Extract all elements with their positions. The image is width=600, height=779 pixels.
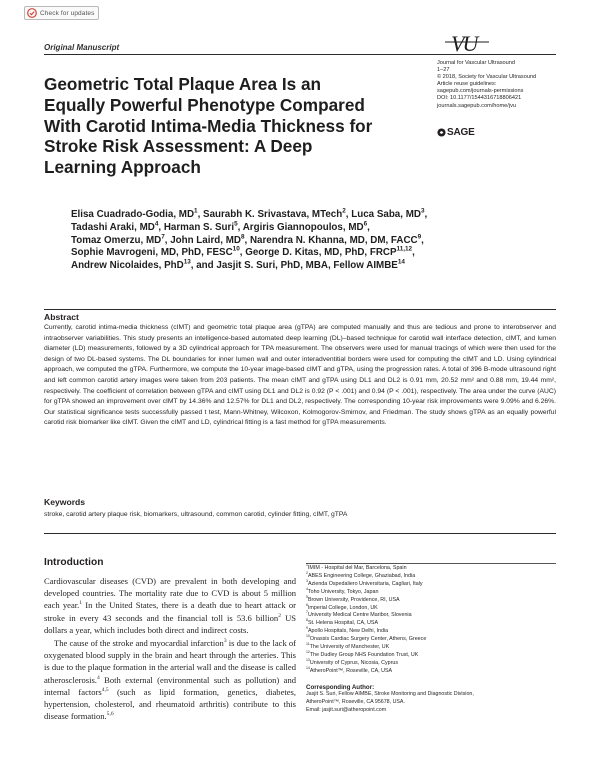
journal-name: Journal for Vascular Ultrasound: [437, 60, 515, 66]
affiliation-number: 9: [306, 626, 308, 631]
sage-logo-icon: [437, 128, 446, 137]
author-name: and Jasjit S. Suri, PhD, MBA, Fellow AIMBE: [196, 260, 398, 272]
author-name: Sophie Mavrogeni, MD, PhD, FESC: [71, 247, 233, 259]
affiliation-text: Onassis Cardiac Surgery Center, Athens, Greece: [309, 636, 427, 643]
affiliation-text: University of Cyprus, Nicosia, Cyprus: [309, 659, 399, 666]
reuse-guidelines-label: Article reuse guidelines:: [437, 81, 497, 88]
affiliation-number: 6: [306, 602, 308, 607]
affiliation-number: 4: [306, 586, 308, 591]
affiliation-number: 12: [306, 650, 310, 655]
article-title: Geometric Total Plaque Area Is an Equally Powerful Phenotype Compared With Carotid Intima-Media Thickness for Stroke Risk Assessment: A Deep Learning Approach: [44, 74, 373, 178]
author-list: [71, 209, 541, 273]
affiliation-text: University Medical Centre Maribor, Slovenia: [307, 612, 412, 619]
affiliation-number: 8: [306, 618, 308, 623]
author-name: Saurabh K. Srivastava, MTech: [203, 209, 343, 220]
abstract-heading: Abstract: [44, 312, 79, 322]
author-name: Andrew Nicolaides, PhD: [71, 260, 184, 272]
author-affiliation-marker: 13: [183, 258, 191, 266]
introduction-text: (such as lipid formation, genetics, diabetes, hypertension, cholesterol, and rheumatoid arthritis) contribute to this disease formation.: [44, 686, 296, 722]
introduction-text: US dollars a year, which includes both direct and indirect costs.: [44, 612, 297, 635]
affiliation-item: [306, 626, 556, 639]
author-name: Luca Saba, MD: [351, 209, 421, 220]
author-affiliation-marker: 4: [154, 220, 159, 228]
author-affiliation-marker: 7: [161, 233, 165, 241]
affiliations: [306, 565, 556, 715]
journal-copyright: © 2018, Society for Vascular Ultrasound: [437, 74, 537, 81]
author-affiliation-marker: 11,12: [396, 246, 413, 254]
introduction-text: Both external (environmental such as pollution) and internal factors: [44, 674, 296, 697]
affiliation-list: [306, 565, 556, 676]
author-affiliation-marker: 8: [240, 233, 245, 241]
affiliation-item: [306, 634, 556, 647]
author-name: Argiris Giannopoulos, MD: [242, 221, 364, 233]
author-line: Elisa Cuadrado-Godia, $MD^1$, Saurabh K. Srivastava, MTech$^2$, Luca Saba, $MD^3$,: [71, 207, 428, 220]
affiliation-item: [306, 586, 556, 597]
abstract-top-rule: [44, 309, 556, 310]
affiliation-item: [306, 581, 556, 589]
author-affiliation-marker: 6: [363, 220, 368, 228]
affiliation-number: 3: [306, 579, 308, 584]
author-name: Tomaz Omerzu, MD: [71, 234, 162, 246]
affiliation-text: Azienda Ospedaliero Universitaria, Cagliari, Italy: [307, 580, 423, 587]
citation-marker[interactable]: 5,6: [106, 711, 114, 718]
author-name: Harman S. Suri: [163, 221, 235, 233]
introduction-paragraph: [44, 637, 296, 722]
affiliation-number: 1: [306, 563, 308, 568]
affiliation-number: 10: [306, 634, 310, 639]
affiliation-item: [306, 668, 556, 676]
author-affiliation-marker: 5: [234, 220, 238, 228]
affiliation-item: [306, 594, 556, 605]
section-label: Original Manuscript: [44, 43, 120, 52]
affiliation-text: Brown University, Providence, RI, USA: [307, 596, 400, 603]
affiliation-text: AtheroPoint™, Roseville, CA, USA: [309, 667, 393, 674]
journal-homepage-link[interactable]: journals.sagepub.com/home/jvu: [437, 102, 516, 109]
keywords-heading: Keywords: [44, 497, 86, 507]
citation-marker[interactable]: 3: [223, 638, 227, 645]
author-line: Tadashi Araki, $MD^4$, Harman S. Suri$^5$, Argiris Giannopoulos, $MD^6$,: [71, 220, 370, 233]
abstract-text: Currently, carotid intima-media thickness (cIMT) and geometric total plaque area (gTPA) are computed manually and thus are tedious and prone to interobserver and intraobserver variabilities. This study presents an intelligence-based automated deep learning (DL)–based technique for carotid wall interface detection, cIMT, and lumen diameter (LD) measurements, followed by a 3D cylindrical approach for TPA measurement. The observers were used for manual tracings of which were then used for the design of two DL-based systems. The DL boundaries for inner lumen wall and outer interadventitial borders were used for computing the cIMT and LD. Using cylindrical approach, we computed the gTPA. Furthermore, we compute the 10-year image-based cIMT and gTPA, using the progression rates. A total of 396 B-mode ultrasound right and left common carotid artery images were taken from 203 patients. The mean cIMT and gTPA using DL1 and DL2 is 0.91 mm, 20.52 mm² and 0.88 mm, 19.44 mm², respectively. The coefficient of correlation between gTPA and cIMT using DL1 and DL2 is 0.92 (P < .001) and 0.94 (P < .001), respectively. The area under the curve (AUC) for gTPA showed an improvement over cIMT by 14.36% and 12.57% for DL1 and DL2, respectively. The corresponding 10-year risk improvements were 9.09% and 6.26%. Our statistical significance tests successfully passed t test, Mann-Whitney, Wilcoxon, Kolmogorov-Smirnov, and Friedman. The study shows gTPA as an equally powerful carotid risk biomarker like cIMT. Given the cIMT and LD, cylindrical fitting is a fast method for gTPA measurements.: [44, 324, 556, 427]
affiliation-text: St. Helena Hospital, CA, USA: [307, 620, 379, 627]
corresponding-author-heading: Corresponding Author:: [306, 683, 375, 691]
affiliation-text: The Dudley Group NHS Foundation Trust, UK: [309, 651, 419, 658]
author-name: Elisa Cuadrado-Godia, MD: [71, 209, 195, 220]
check-for-updates-badge[interactable]: [24, 6, 99, 20]
keywords-text: stroke, carotid artery plaque risk, biomarkers, ultrasound, common carotid, cylinder fitting, cIMT, gTPA: [44, 511, 348, 518]
affiliation-spacer: [306, 676, 556, 684]
introduction-body: [44, 575, 296, 722]
introduction-heading: Introduction: [44, 557, 104, 568]
check-for-updates-icon: [27, 8, 37, 18]
author-affiliation-marker: 10: [232, 246, 240, 254]
author-name: George D. Kitas, MD, PhD, FRCP: [245, 247, 397, 259]
journal-logo-text: VU: [451, 31, 477, 56]
author-line: Tomaz Omerzu, $MD^7$, John Laird, $MD^8$, Narendra N. Khanna, MD, DM, FACC$^9$,: [71, 233, 424, 246]
affiliation-text: The University of Manchester, UK: [309, 644, 390, 651]
doi[interactable]: DOI: 10.1177/1544316718806421: [437, 95, 522, 102]
affiliation-text: Apollo Hospitals, New Delhi, India: [307, 628, 389, 635]
citation-marker[interactable]: 2: [278, 612, 281, 619]
sage-logo: [437, 127, 475, 138]
journal-pages: 1–27: [437, 67, 450, 74]
check-for-updates-label: Check for updates: [40, 9, 95, 17]
affiliation-number: 7: [306, 610, 308, 615]
introduction-text: The cause of the stroke and myocardial infarction: [54, 638, 224, 649]
author-line: Andrew Nicolaides, PhD$^{13}$, and Jasjit S. Suri, PhD, MBA, Fellow AIMBE$^{14}$: [71, 258, 405, 272]
introduction-text: In the United States, there is a death due to heart attack or stroke in every 43 seconds and the financial toll is 53.6 billion: [44, 600, 296, 623]
affiliation-text: ABES Engineering College, Ghaziabad, India: [307, 572, 416, 579]
introduction-text: is due to the lack of oxygenated blood supply in the brain and heart through the arteries. This is due to the plaque formation in the arterial wall and the disease is called atherosclerosis.: [44, 638, 297, 685]
affiliation-text: Toho University, Tokyo, Japan: [307, 588, 379, 595]
affiliations-rule: [306, 563, 556, 564]
author-line: Sophie Mavrogeni, MD, PhD, FESC$^{10}$, George D. Kitas, MD, PhD, FRCP$^{11,12}$,: [71, 246, 415, 259]
affiliation-number: 13: [306, 658, 310, 663]
introduction-text: Cardiovascular diseases (CVD) are prevalent in both developing and developed countries. The mortality rate due to CVD is about 5 million each year.: [44, 576, 296, 611]
journal-logo-icon: [437, 28, 497, 58]
citation-marker[interactable]: 4,5: [101, 686, 109, 693]
permissions-link[interactable]: sagepub.com/journals-permissions: [437, 88, 524, 95]
corresponding-author-line: AtheroPoint™, Roseville, CA 95678, USA.: [306, 699, 405, 706]
citation-marker[interactable]: 1: [79, 600, 83, 607]
affiliation-text: IMIM - Hospital del Mar, Barcelona, Spain: [307, 565, 407, 571]
sage-logo-text: SAGE: [447, 127, 475, 138]
author-affiliation-marker: 2: [342, 207, 346, 215]
author-affiliation-marker: 3: [420, 207, 425, 215]
author-affiliation-marker: 14: [397, 258, 405, 266]
introduction-paragraph: [44, 575, 296, 636]
author-affiliation-marker: 1: [194, 207, 198, 215]
affiliation-item: [306, 660, 556, 668]
affiliation-number: 5: [306, 594, 308, 599]
author-affiliation-marker: 9: [417, 233, 422, 241]
journal-info: [437, 60, 577, 110]
corresponding-author-email[interactable]: Email: jasjit.suri@atheropoint.com: [306, 706, 387, 713]
corresponding-author-line: Jasjit S. Suri, Fellow AIMBE, Stroke Monitoring and Diagnostic Division,: [306, 691, 474, 698]
affiliation-number: 2: [306, 571, 308, 576]
affiliation-number: 11: [306, 642, 310, 647]
affiliation-text: Imperial College, London, UK: [307, 604, 378, 611]
citation-marker[interactable]: 4: [96, 674, 100, 681]
author-name: John Laird, MD: [170, 234, 241, 246]
keywords-bottom-rule: [44, 533, 556, 534]
affiliation-number: 14: [306, 666, 310, 670]
author-name: Narendra N. Khanna, MD, DM, FACC: [249, 234, 418, 246]
author-name: Tadashi Araki, MD: [71, 221, 155, 233]
